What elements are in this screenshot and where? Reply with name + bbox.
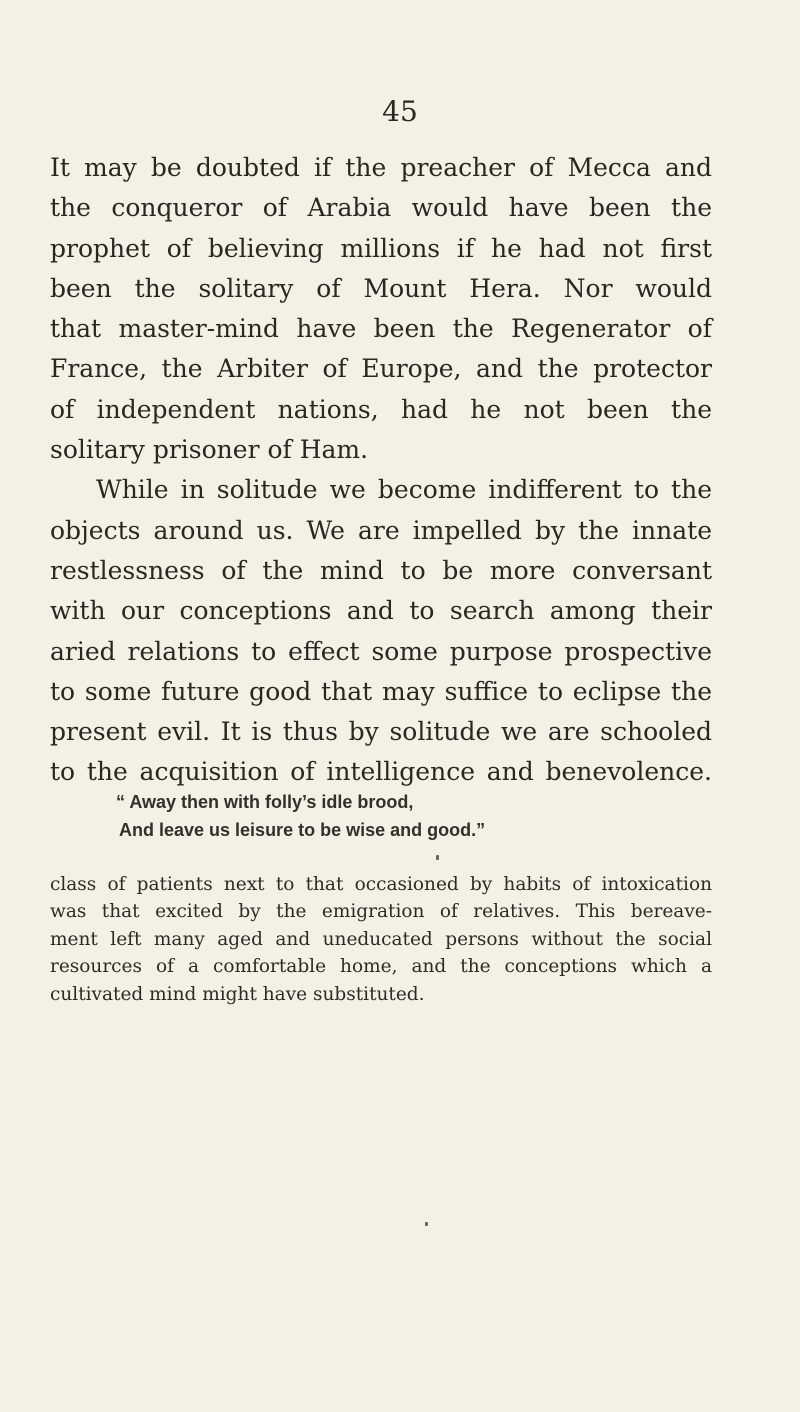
fragment-line: class of patients next to that occasioned by habits of intoxication [50, 874, 712, 895]
fragment-line: was that excited by the emigration of relatives. This bereave- [50, 901, 712, 923]
body-line: solitary prisoner of Ham. [50, 435, 369, 465]
pasted-text-fragment [50, 871, 712, 1008]
body-line: of independent nations, had he not been the [50, 394, 712, 424]
main-text-block [50, 148, 712, 793]
body-line: present evil. It is thus by solitude we are schooled [50, 717, 712, 747]
verse-quote [116, 788, 676, 844]
fragment-line: resources of a comfortable home, and the conceptions which a [50, 956, 712, 978]
body-line: restlessness of the mind to be more conversant [50, 555, 712, 585]
body-line: objects around us. We are impelled by the innate [50, 515, 712, 545]
body-line: the conqueror of Arabia would have been the [50, 193, 712, 223]
fragment-line: cultivated mind might have substituted. [50, 983, 425, 1005]
body-line: that master-mind have been the Regenerator of [50, 314, 712, 344]
body-line: been the solitary of Mount Hera. Nor would [50, 273, 712, 303]
fragment-line: ment left many aged and uneducated persons without the social [50, 928, 712, 950]
page-number: 45 [382, 95, 418, 128]
quote-line: “ Away then with folly’s idle brood, [116, 792, 414, 812]
body-line: to some future good that may suffice to eclipse the [50, 676, 712, 706]
body-line: It may be doubted if the preacher of Mecca and [50, 153, 712, 182]
body-line: aried relations to effect some purpose prospective [50, 636, 712, 666]
ink-speck [436, 855, 439, 860]
body-line: to the acquisition of intelligence and benevolence. [50, 757, 712, 787]
ink-speck [425, 1222, 428, 1226]
body-line: France, the Arbiter of Europe, and the protector [50, 354, 712, 384]
body-line: While in solitude we become indifferent to the [96, 475, 712, 505]
quote-line: And leave us leisure to be wise and good.” [119, 820, 486, 840]
body-line: with our conceptions and to search among their [50, 596, 712, 626]
body-line: prophet of believing millions if he had not first [50, 233, 712, 263]
